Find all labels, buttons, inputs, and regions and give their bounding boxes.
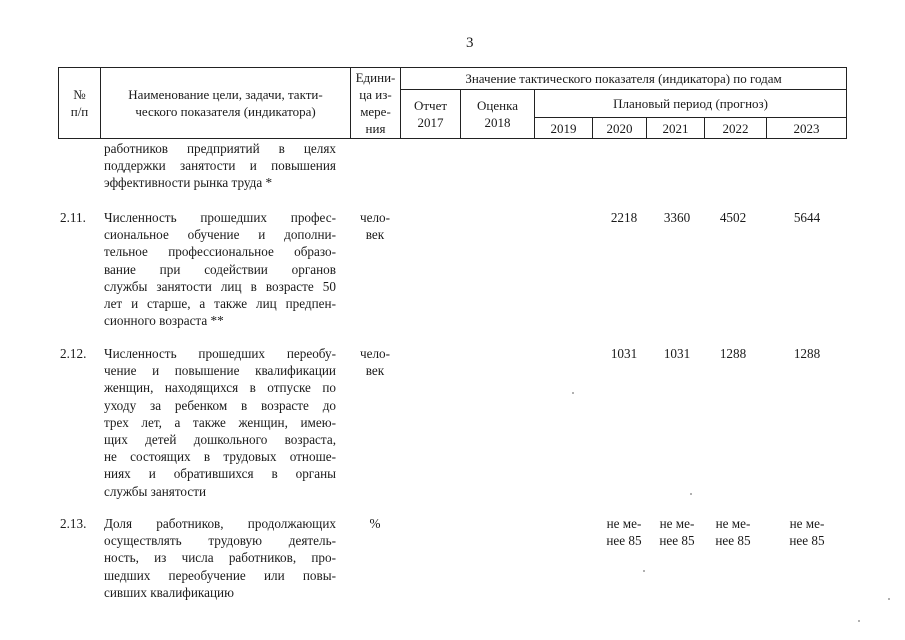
value-2023: 5644 — [793, 210, 821, 225]
value-2022: 4502 — [719, 210, 747, 225]
header-plan-title: Плановый период (прогноз) — [535, 90, 847, 118]
header-num: № п/п — [59, 68, 101, 139]
row-unit: чело- век — [359, 210, 391, 243]
row-unit: % — [369, 516, 381, 531]
row-number: 2.12. — [60, 346, 87, 361]
header-year-2023: 2023 — [767, 118, 847, 139]
indicator-table — [58, 67, 847, 139]
row-name: Доля работников, продолжающих осуществлять трудовую деятель- ность, из числа работников, про- шедших переобучение или повы- сивших квалификацию — [104, 516, 336, 600]
value-2021: не ме- нее 85 — [659, 516, 695, 549]
header-values-title: Значение тактического показателя (индикатора) по годам — [401, 68, 847, 90]
header-unit: Едини- ца из- мере- ния — [351, 68, 401, 139]
page-number: 3 — [466, 35, 474, 51]
value-2020: не ме- нее 85 — [606, 516, 642, 549]
row-number: 2.13. — [60, 516, 87, 531]
value-2021: 3360 — [663, 210, 691, 225]
scan-speck — [572, 392, 574, 394]
value-2022: не ме- нее 85 — [715, 516, 751, 549]
header-year-2021: 2021 — [647, 118, 705, 139]
header-year-2019: 2019 — [535, 118, 593, 139]
header-year-2020: 2020 — [593, 118, 647, 139]
row-number: 2.11. — [60, 210, 86, 225]
scan-speck — [643, 570, 645, 572]
row-name: Численность прошедших переобу- чение и повышение квалификации женщин, находящихся в отпуске по уходу за ребенком в возрасте до трех лет, а также женщин, имею- щих детей дошкольного возраста, не состоящих в трудовых отноше- ниях и обратившихся в органы службы занятости — [104, 346, 336, 499]
value-2023: не ме- нее 85 — [789, 516, 825, 549]
value-2020: 1031 — [610, 346, 638, 361]
scan-speck — [858, 620, 860, 622]
row-name: работников предприятий в целях поддержки занятости и повышения эффективности рынка труда * — [104, 141, 336, 191]
value-2021: 1031 — [663, 346, 691, 361]
row-unit: чело- век — [359, 346, 391, 379]
header-year-2022: 2022 — [705, 118, 767, 139]
value-2022: 1288 — [719, 346, 747, 361]
value-2023: 1288 — [793, 346, 821, 361]
value-2020: 2218 — [610, 210, 638, 225]
row-name: Численность прошедших профес- сиональное обучение и дополни- тельное профессиональное образо- вание при содействии органов службы занятости лиц в возрасте 50 лет и старше, а также лиц предпен- сионного возраста ** — [104, 210, 336, 329]
scan-speck — [888, 598, 890, 600]
header-estimate: Оценка 2018 — [461, 90, 535, 139]
header-report: Отчет 2017 — [401, 90, 461, 139]
header-name: Наименование цели, задачи, такти- ческого показателя (индикатора) — [101, 68, 351, 139]
scan-speck — [690, 493, 692, 495]
